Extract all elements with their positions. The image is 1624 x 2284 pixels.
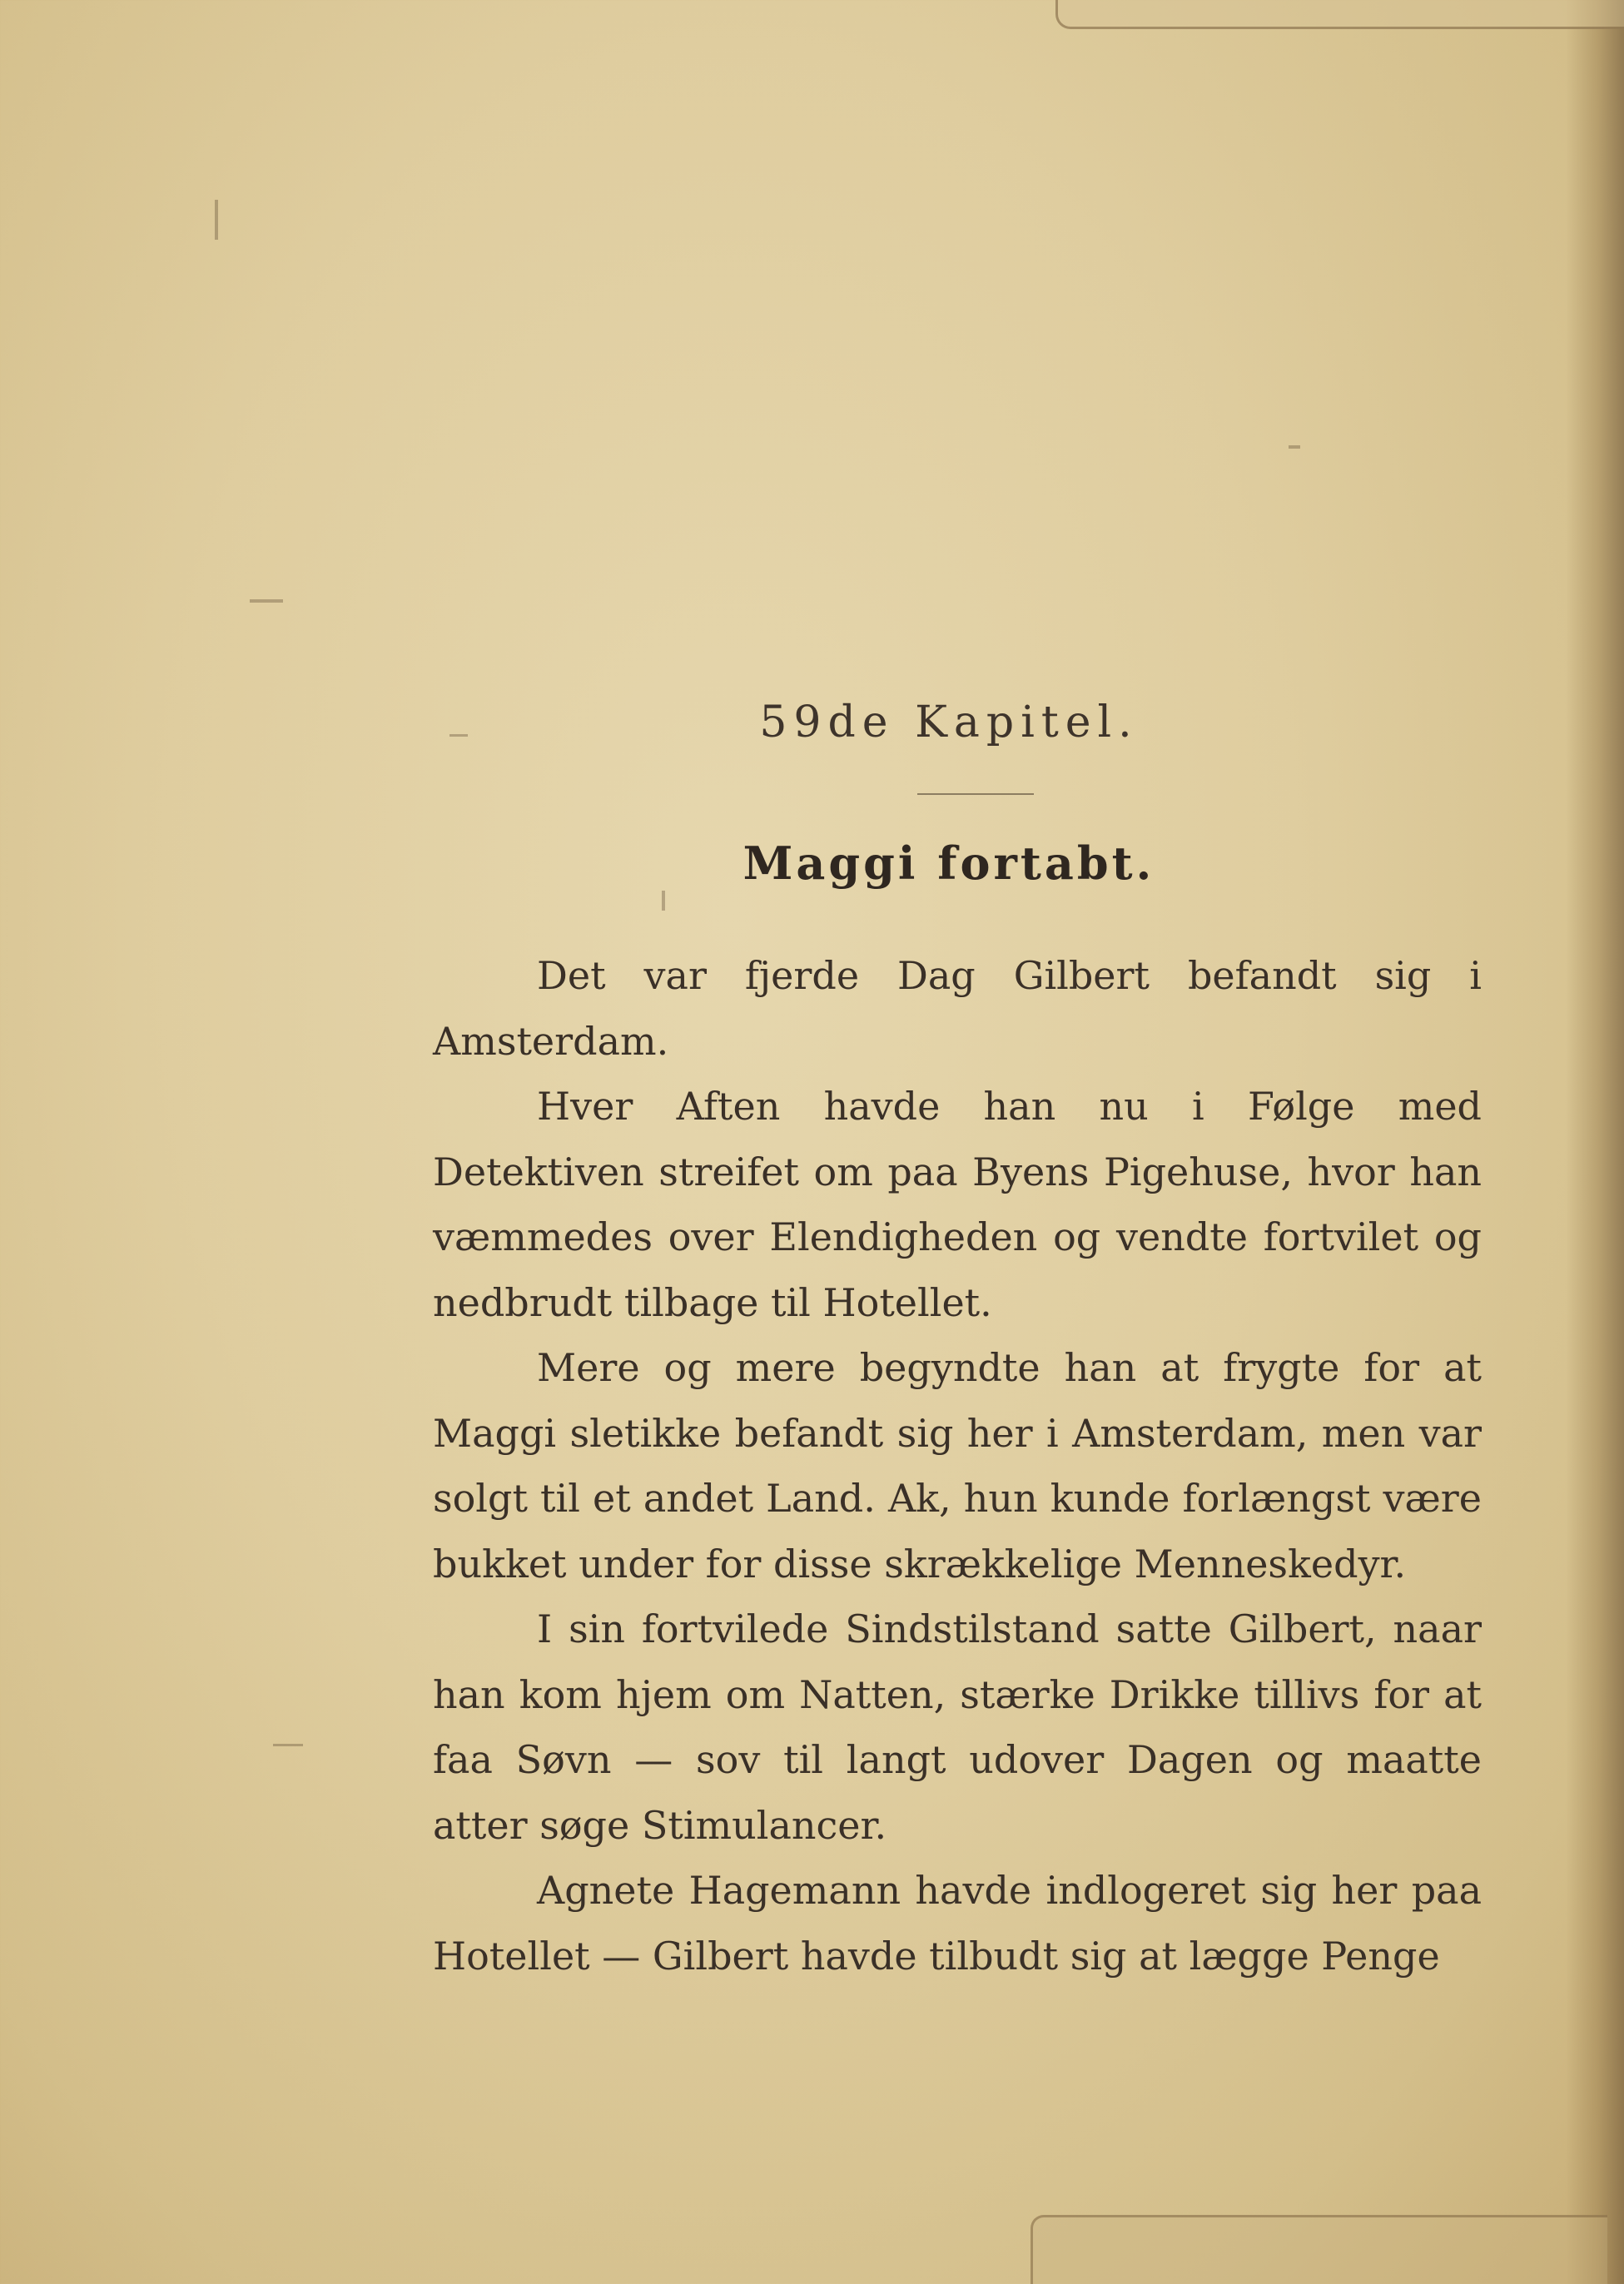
chapter-heading: 59de Kapitel. xyxy=(759,698,1139,747)
paragraph: Agnete Hagemann havde indlogeret sig her paa Hotellet — Gilbert havde tilbudt sig at lægge Penge xyxy=(433,1868,1482,1979)
paragraph: Det var fjerde Dag Gilbert befandt sig i Amsterdam. xyxy=(433,953,1482,1064)
paper-fleck xyxy=(273,1744,303,1746)
page-edge-shadow xyxy=(1566,0,1624,2284)
paper-fleck xyxy=(215,200,218,240)
paragraph: Hver Aften havde han nu i Følge med Detektiven streifet om paa Byens Pigehuse, hvor han væmmedes over Elendigheden og vendte fortvilet og nedbrudt tilbage til Hotellet. xyxy=(433,1084,1482,1325)
paragraph: Mere og mere begyndte han at frygte for at Maggi sletikke befandt sig her i Amsterdam, men var solgt til et andet Land. Ak, hun kunde forlængst være bukket under for disse skrækkelige Menneskedyr. xyxy=(433,1345,1482,1586)
heading-divider xyxy=(917,793,1034,795)
paper-fleck xyxy=(662,891,665,911)
chapter-body xyxy=(433,943,1482,1989)
paper-fleck xyxy=(250,599,283,603)
page-edge-bottom-fold xyxy=(1031,2215,1607,2284)
paragraph: I sin fortvilede Sindstilstand satte Gilbert, naar han kom hjem om Natten, stærke Drikke tillivs for at faa Søvn — sov til langt udover Dagen og maatte atter søge Stimulancer. xyxy=(433,1606,1482,1848)
paper-fleck xyxy=(1289,445,1300,449)
chapter-title: Maggi fortabt. xyxy=(742,837,1155,890)
page-edge-top-fold xyxy=(1055,0,1624,29)
